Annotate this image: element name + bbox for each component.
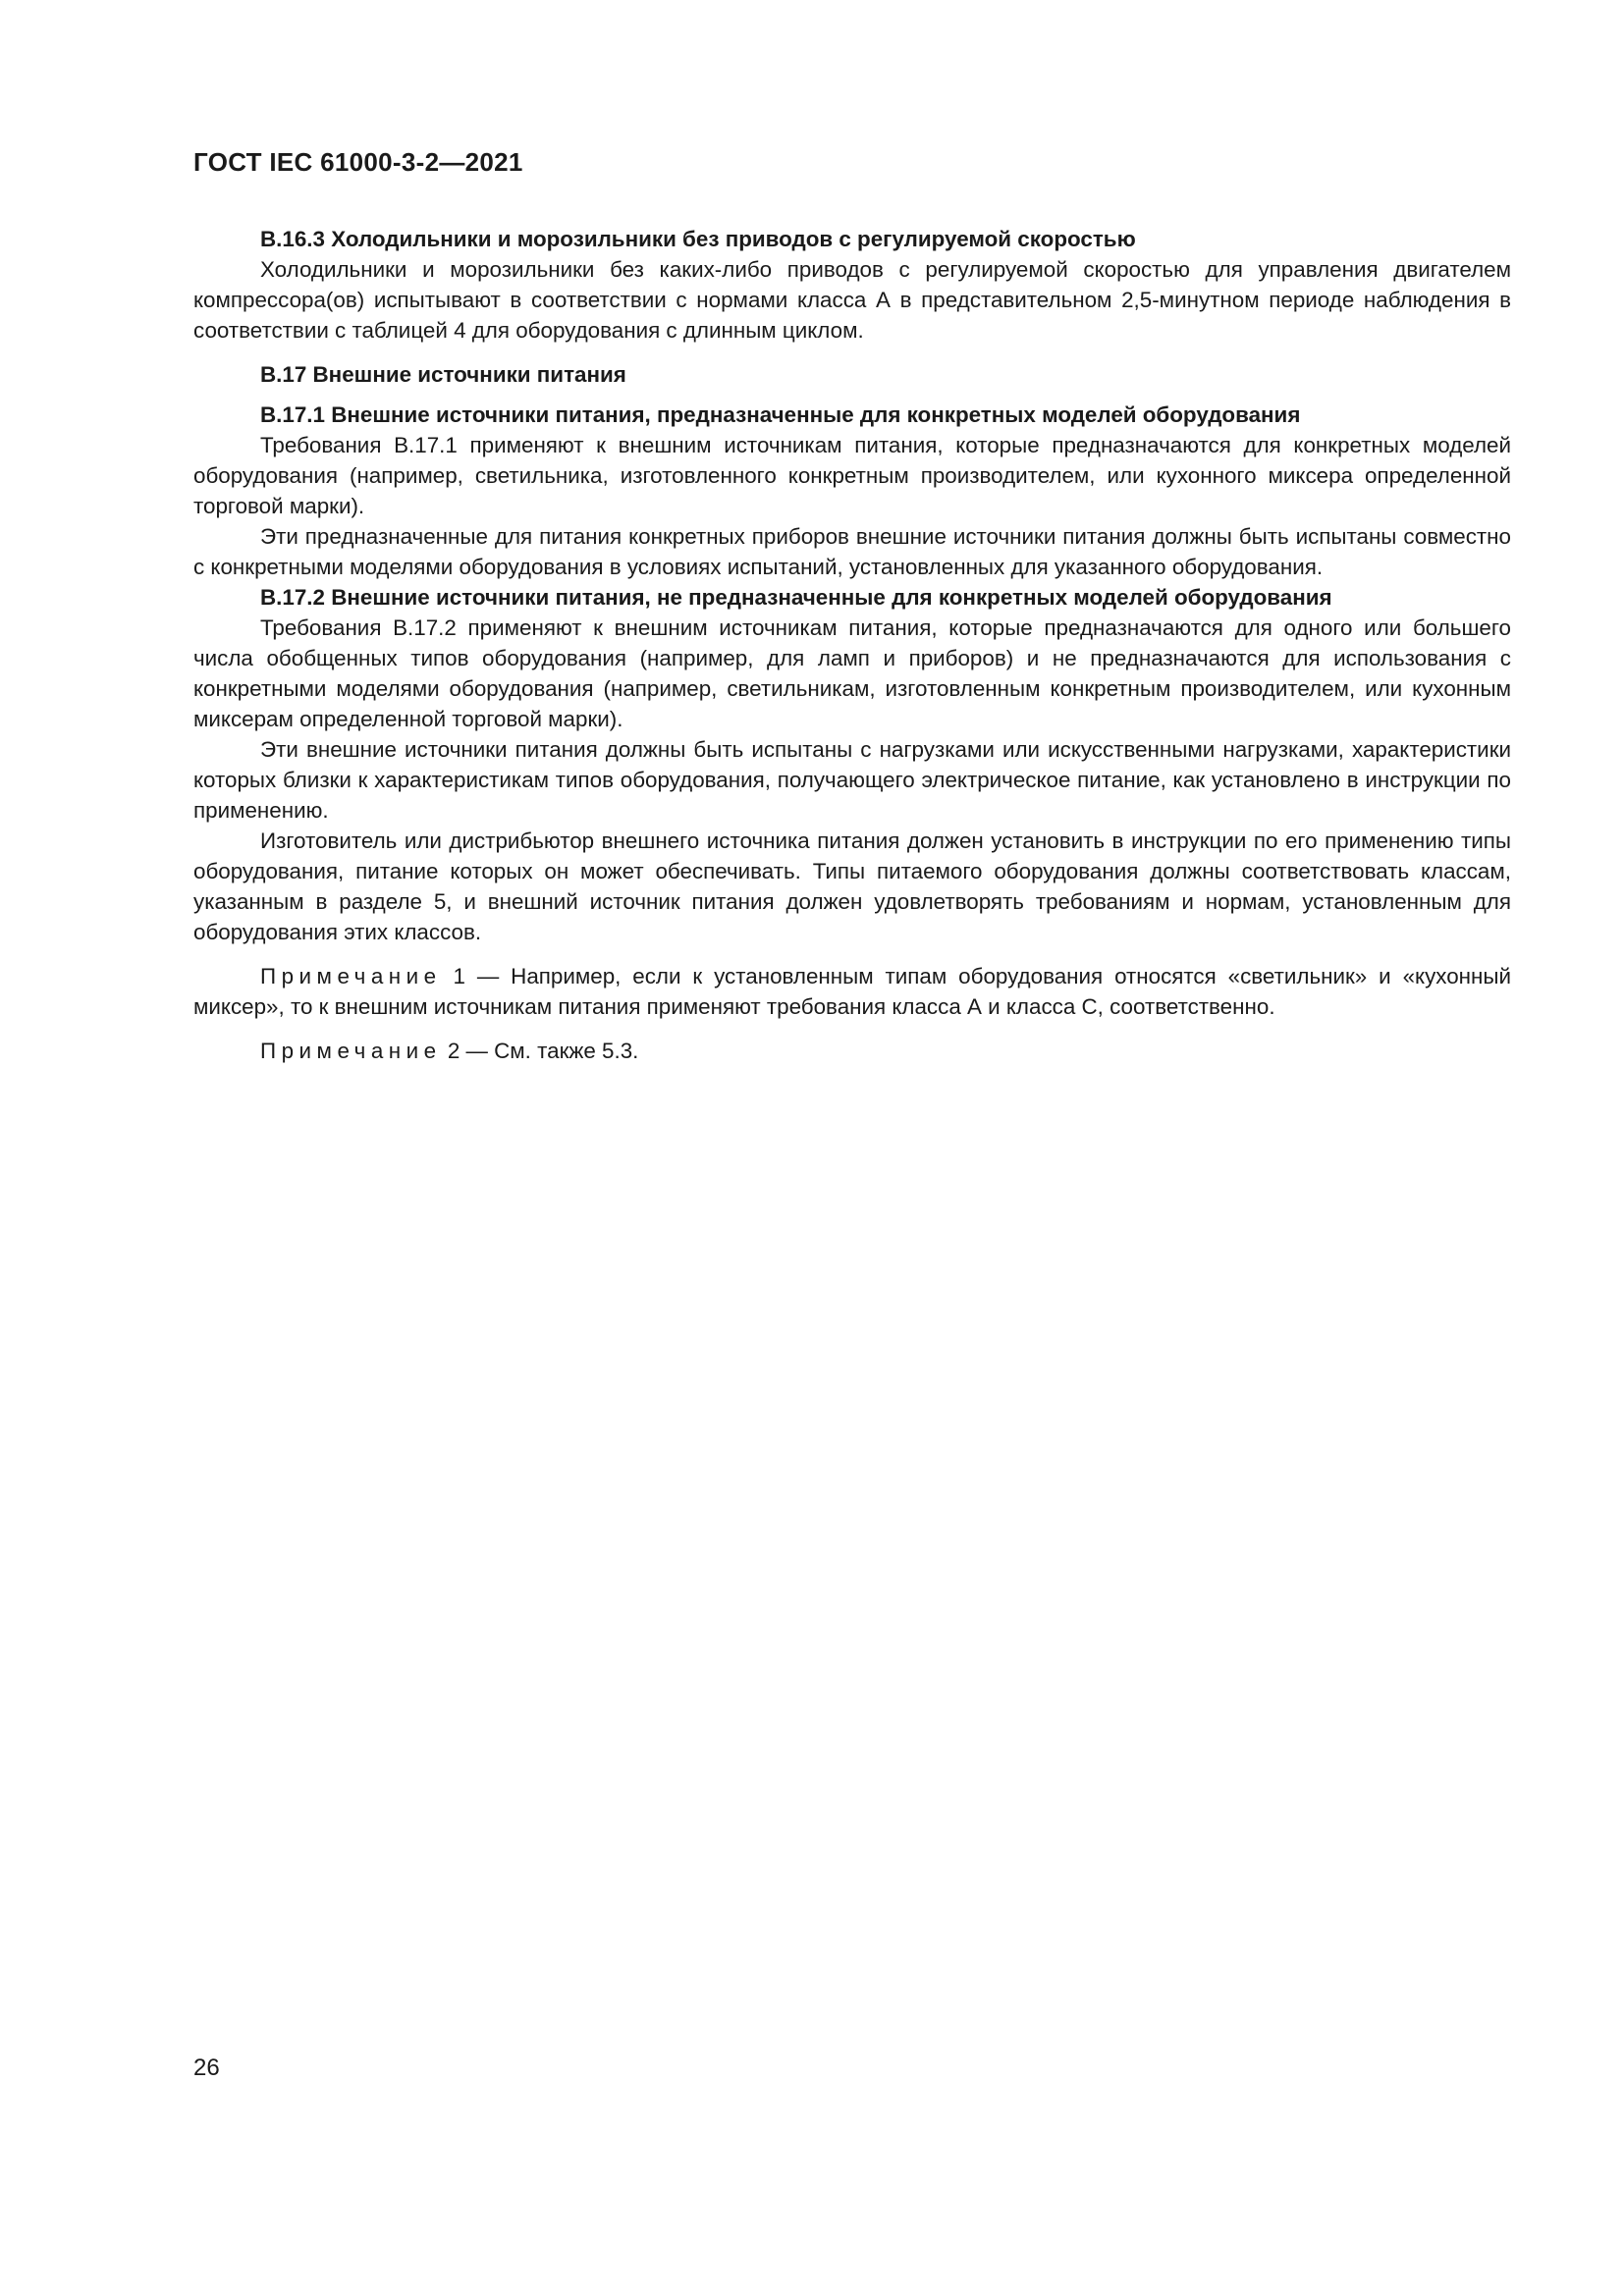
note-text: 2 — См. также 5.3. [441,1039,639,1063]
section-heading-b17-1: В.17.1 Внешние источники питания, предназначенные для конкретных моделей оборудования [260,402,1301,427]
note-1 [193,961,1511,1022]
paragraph-b17-2-1: Требования В.17.2 применяют к внешним источникам питания, которые предназначаются для одного или большего числа обобщенных типов оборудования (например, для ламп и приборов) и не предназначаются для использования с конкретными моделями оборудования (например, светильникам, изготовленным конкретным производителем, или кухонным миксерам определенной торговой марки). [193,615,1511,731]
section-heading-b17: В.17 Внешние источники питания [260,362,626,387]
spacer [193,346,1511,359]
document-body [193,224,1511,1066]
note-label: Примечание [260,1039,442,1063]
section-heading-b17-2: В.17.2 Внешние источники питания, не предназначенные для конкретных моделей оборудования [260,585,1332,610]
paragraph-b17-2-3: Изготовитель или дистрибьютор внешнего источника питания должен установить в инструкции по его применению типы оборудования, питание которых он может обеспечивать. Типы питаемого оборудования должны соответствовать классам, указанным в разделе 5, и внешний источник питания должен удовлетворять требованиям и нормам, установленным для оборудования этих классов. [193,828,1511,944]
note-label: Примечание [260,964,442,988]
spacer [193,390,1511,400]
page-number: 26 [193,2055,220,2081]
section-heading-b16-3: В.16.3 Холодильники и морозильники без приводов с регулируемой скоростью [260,227,1136,251]
paragraph-b17-2-2: Эти внешние источники питания должны быть испытаны с нагрузками или искусственными нагрузками, характеристики которых близки к характеристикам типов оборудования, получающего электрическое питание, как установлено в инструкции по применению. [193,737,1511,823]
paragraph-b17-1-2: Эти предназначенные для питания конкретных приборов внешние источники питания должны быть испытаны совместно с конкретными моделями оборудования в условиях испытаний, установленных для указанного оборудования. [193,524,1511,579]
spacer [193,1022,1511,1036]
paragraph-b17-1-1: Требования В.17.1 применяют к внешним источникам питания, которые предназначаются для конкретных моделей оборудования (например, светильника, изготовленного конкретным производителем, или кухонного миксера определенной торговой марки). [193,433,1511,518]
paragraph-b16-3-1: Холодильники и морозильники без каких-либо приводов с регулируемой скоростью для управления двигателем компрессора(ов) испытывают в соответствии с нормами класса А в представительном 2,5-минутном периоде наблюдения в соответствии с таблицей 4 для оборудования с длинным циклом. [193,257,1511,343]
note-text: 1 — Например, если к установленным типам оборудования относятся «светильник» и «кухонный миксер», то к внешним источникам питания применяют требования класса А и класса С, соответственно. [193,964,1511,1019]
note-2 [193,1036,1511,1066]
document-header: ГОСТ IEC 61000-3-2—2021 [193,147,523,177]
spacer [193,947,1511,961]
